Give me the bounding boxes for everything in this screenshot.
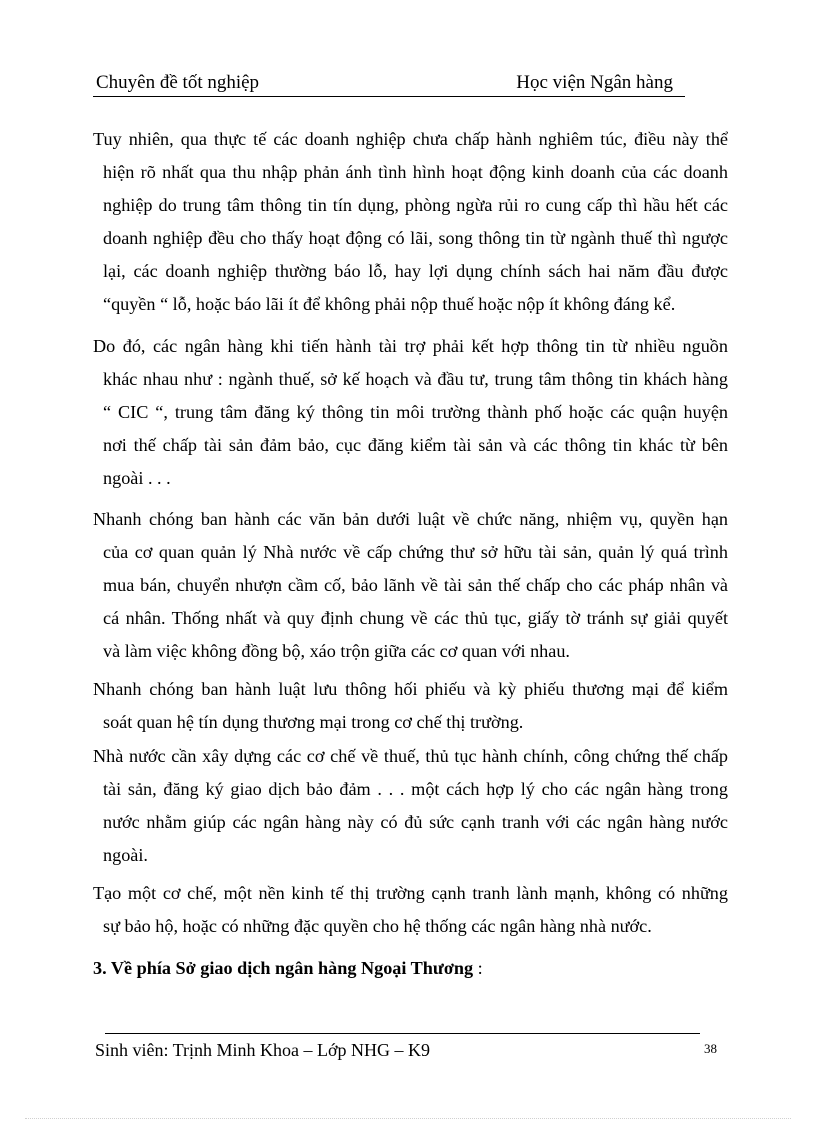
text-line: và làm việc không đồng bộ, xáo trộn giữa các cơ quan với nhau. xyxy=(103,641,570,661)
text-line: khác nhau như : ngành thuế, sở kế hoạch và đầu tư, trung tâm thông tin khách hàng xyxy=(103,369,728,389)
text-line: Nhà nước cần xây dựng các cơ chế về thuế, thủ tục hành chính, công chứng thế chấp xyxy=(93,746,728,766)
text-line: sự bảo hộ, hoặc có những đặc quyền cho hệ thống các ngân hàng nhà nước. xyxy=(103,916,652,936)
footer-student: Sinh viên: Trịnh Minh Khoa – Lớp NHG – K9 xyxy=(95,1040,431,1060)
text-line: cá nhân. Thống nhất và quy định chung về các thủ tục, giấy tờ tránh sự giải quyết xyxy=(103,608,728,628)
section-heading-suffix: : xyxy=(473,958,483,978)
text-line: mua bán, chuyển nhượn cầm cố, bảo lãnh về tài sản thế chấp cho các pháp nhân và xyxy=(103,575,728,595)
text-line: “quyền “ lỗ, hoặc báo lãi ít để không phải nộp thuế hoặc nộp ít không đáng kể. xyxy=(103,294,676,314)
section-heading xyxy=(93,952,483,985)
text-line: Tạo một cơ chế, một nền kinh tế thị trường cạnh tranh lành mạnh, không có những xyxy=(93,883,728,903)
text-line: Do đó, các ngân hàng khi tiến hành tài trợ phải kết hợp thông tin từ nhiều nguồn xyxy=(93,336,728,356)
text-line: ngoài. xyxy=(103,845,148,865)
text-line: tài sản, đăng ký giao dịch bảo đảm . . . một cách hợp lý cho các ngân hàng trong xyxy=(103,779,728,799)
text-line: của cơ quan quản lý Nhà nước về cấp chứng thư sở hữu tài sản, quản lý quá trình xyxy=(103,542,728,562)
paragraph-3 xyxy=(93,503,728,668)
text-line: ngoài . . . xyxy=(103,468,171,488)
text-line: nghiệp do trung tâm thông tin tín dụng, phòng ngừa rủi ro cung cấp thì hầu hết các xyxy=(103,195,728,215)
paragraph-1 xyxy=(93,123,728,321)
paragraph-6 xyxy=(93,877,728,943)
text-line: Nhanh chóng ban hành các văn bản dưới luật về chức năng, nhiệm vụ, quyền hạn xyxy=(93,509,728,529)
paragraph-2 xyxy=(93,330,728,495)
text-line: lại, các doanh nghiệp thường báo lỗ, hay lợi dụng chính sách hai năm đầu được xyxy=(103,261,728,281)
text-line: nơi thế chấp tài sản đảm bảo, cục đăng kiểm tài sản và các thông tin khác từ bên xyxy=(103,435,728,455)
paragraph-4 xyxy=(93,673,728,739)
text-line: soát quan hệ tín dụng thương mại trong cơ chế thị trường. xyxy=(103,712,524,732)
page-header xyxy=(93,70,685,97)
page-bottom-dotted-line xyxy=(25,1118,791,1119)
header-institution: Học viện Ngân hàng xyxy=(516,72,673,93)
section-heading-text: 3. Về phía Sở giao dịch ngân hàng Ngoại Thương xyxy=(93,958,474,978)
text-line: Tuy nhiên, qua thực tế các doanh nghiệp chưa chấp hành nghiêm túc, điều này thể xyxy=(93,129,728,149)
text-line: nước nhằm giúp các ngân hàng này có đủ sức cạnh tranh với các ngân hàng nước xyxy=(103,812,728,832)
footer-divider xyxy=(105,1033,700,1034)
text-line: Nhanh chóng ban hành luật lưu thông hối phiếu và kỳ phiếu thương mại để kiểm xyxy=(93,679,728,699)
text-line: hiện rõ nhất qua thu nhập phản ánh tình hình hoạt động kinh doanh của các doanh xyxy=(103,162,728,182)
text-line: doanh nghiệp đều cho thấy hoạt động có lãi, song thông tin từ ngành thuế thì ngược xyxy=(103,228,728,248)
header-title: Chuyên đề tốt nghiệp xyxy=(96,72,260,93)
text-line: “ CIC “, trung tâm đăng ký thông tin môi trường thành phố hoặc các quận huyện xyxy=(103,402,728,422)
paragraph-5 xyxy=(93,740,728,872)
page-number: 38 xyxy=(704,1041,717,1056)
